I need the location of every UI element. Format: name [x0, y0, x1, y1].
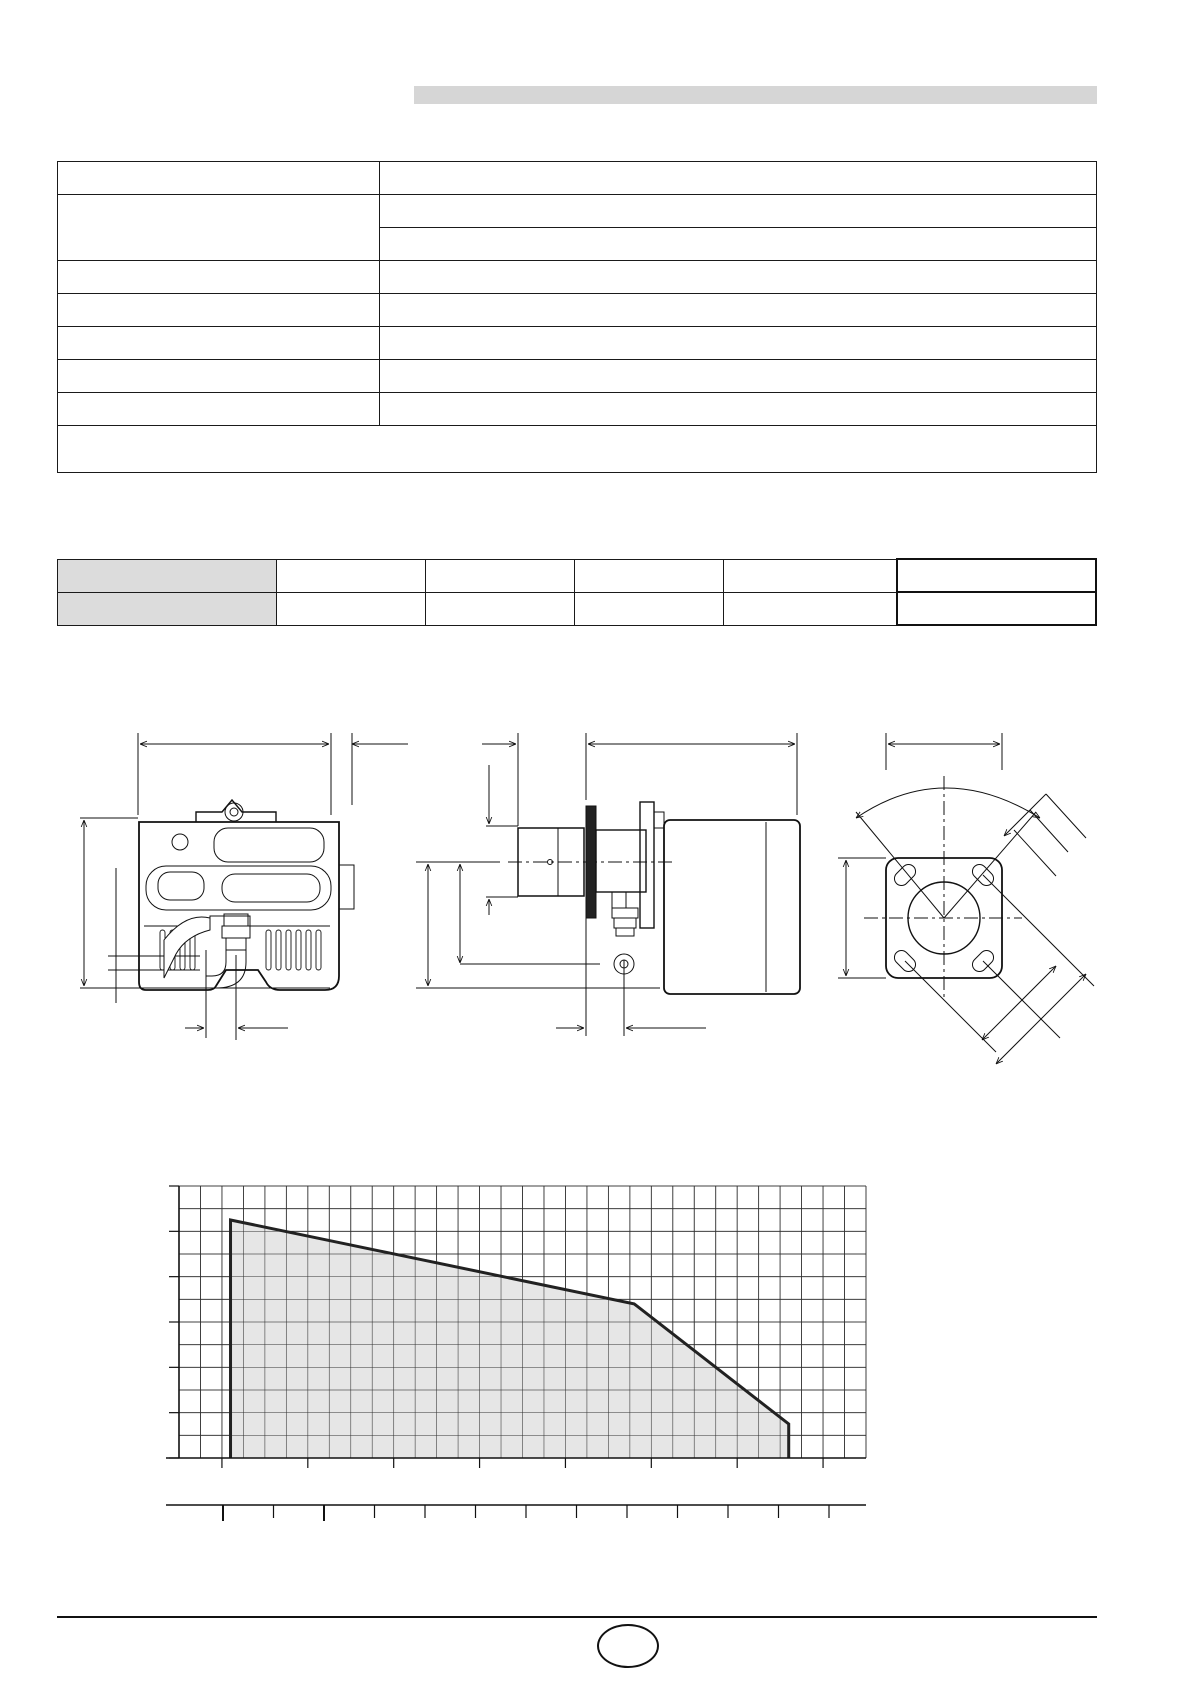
footer-rule	[57, 1616, 1097, 1618]
chart-series-area	[231, 1220, 789, 1458]
page-number-oval	[597, 1624, 659, 1668]
